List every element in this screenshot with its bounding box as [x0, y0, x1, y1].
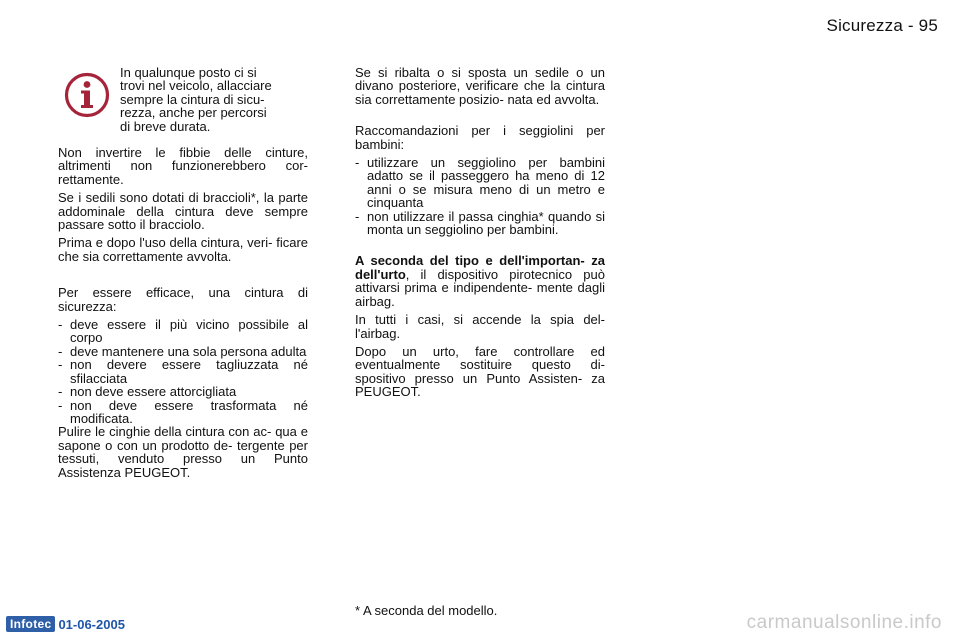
list-item-text: non deve essere trasformata né modificata. [70, 397, 308, 426]
list-dash: - [355, 208, 360, 224]
left-column [58, 66, 308, 479]
list-item [355, 210, 605, 237]
paragraph-buckles: Non invertire le fibbie delle cinture, altrimenti non funzionerebbero cor- rettamente. [58, 145, 308, 187]
paragraph-seat-fold: Se si ribalta o si sposta un sedile o un divano posteriore, verificare che la cintura sia correttamente posizio- nata ed avvolta. [355, 65, 605, 107]
list-item-text: utilizzare un seggiolino per bambini adatto se il passeggero ha meno di 12 anni o se misura meno di un metro e cinquanta [367, 155, 605, 211]
list-item-text: non deve essere attorcigliata [70, 384, 237, 400]
list-dash: - [58, 397, 63, 413]
list-dash: - [58, 317, 63, 333]
info-note-text [120, 66, 308, 133]
footer-date: 01-06-2005 [58, 616, 125, 632]
pyrotechnic-rest: , il dispositivo pirotecnico può attivarsi prima e indipendente- mente dagli airbag. [355, 266, 605, 309]
info-note [58, 66, 308, 146]
list-item [355, 156, 605, 210]
watermark: carmanualsonline.info [746, 612, 942, 633]
list-dash: - [58, 384, 63, 400]
footer [6, 616, 125, 632]
list-item [58, 399, 308, 426]
paragraph-child-seat-intro: Raccomandazioni per i seggiolini per bambini: [355, 123, 605, 152]
belt-requirements-list [58, 318, 308, 425]
list-dash: - [58, 343, 63, 359]
info-line: In qualunque posto ci si [120, 65, 257, 80]
list-item-text: non utilizzare il passa cinghia* quando si monta un seggiolino per bambini. [367, 208, 605, 238]
list-dash: - [58, 357, 63, 373]
page-header-title: Sicurezza - 95 [826, 16, 938, 35]
list-item [58, 385, 308, 398]
paragraph-armrest: Se i sedili sono dotati di braccioli*, la parte addominale della cintura deve sempre passare sotto il bracciolo. [58, 190, 308, 233]
list-item [58, 318, 308, 345]
info-icon [64, 72, 110, 118]
paragraph-effective: Per essere efficace, una cintura di sicurezza: [58, 285, 308, 314]
paragraph-after-crash: Dopo un urto, fare controllare ed eventualmente sostituire questo di- spositivo presso un Punto Assisten- za PEUGEOT. [355, 343, 605, 400]
info-line: rezza, anche per percorsi [120, 105, 267, 121]
list-dash: - [355, 155, 360, 171]
right-column [355, 66, 605, 399]
list-item-text: non devere essere tagliuzzata né sfilacciata [70, 357, 308, 386]
list-item [58, 358, 308, 385]
paragraph-cleaning: Pulire le cinghie della cintura con ac- qua e sapone o con un prodotto de- tergente per tessuti, venduto presso un Punto Assistenza PEUGEOT. [58, 424, 308, 480]
child-seat-list [355, 156, 605, 236]
list-item-text: deve essere il più vicino possibile al corpo [70, 317, 308, 346]
paragraph-winding: Prima e dopo l'uso della cintura, veri- ficare che sia correttamente avvolta. [58, 235, 308, 264]
list-item-text: deve mantenere una sola persona adulta [70, 343, 307, 359]
infotec-logo: Infotec [6, 616, 55, 632]
info-line: trovi nel veicolo, allacciare [120, 78, 272, 94]
footnote: * A seconda del modello. [355, 603, 498, 618]
info-line: di breve durata. [120, 118, 211, 134]
list-item [58, 345, 308, 358]
paragraph-airbag-light: In tutti i casi, si accende la spia del- l'airbag. [355, 312, 605, 341]
pyrotechnic-bold-lead: A seconda del tipo e dell'importan- za dell'urto [355, 253, 605, 282]
info-line: sempre la cintura di sicu- [120, 91, 265, 107]
paragraph-pyrotechnic [355, 254, 605, 308]
